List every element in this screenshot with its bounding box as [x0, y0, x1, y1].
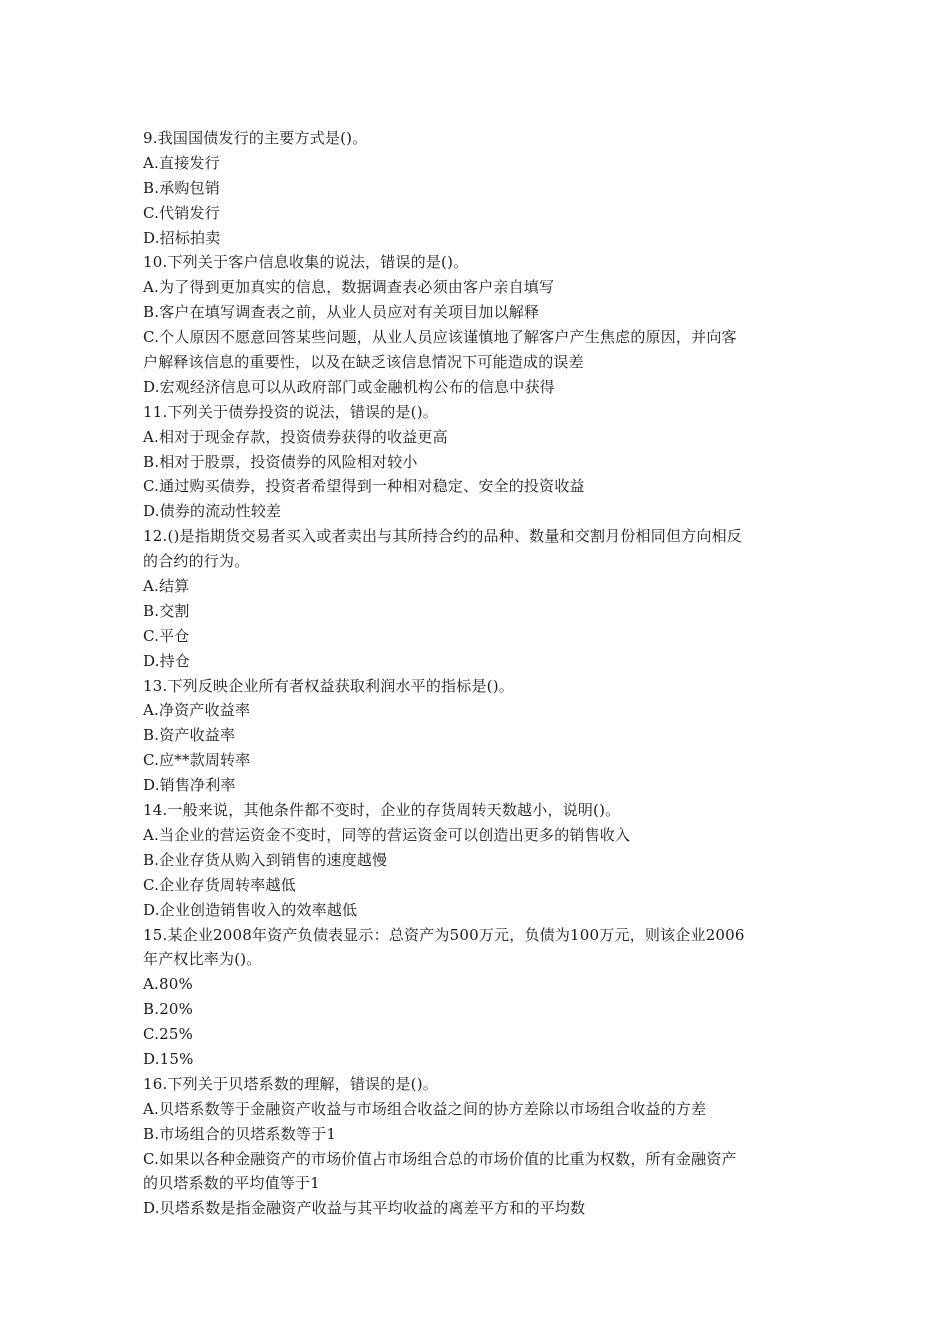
text-line: A.为了得到更加真实的信息，数据调查表必须由客户亲自填写	[143, 278, 555, 297]
text-line: 15.某企业2008年资产负债表显示：总资产为500万元，负债为100万元，则该企业2006	[143, 925, 745, 944]
text-line: D.15%	[143, 1049, 194, 1068]
text-line: B.企业存货从购入到销售的速度越慢	[143, 850, 388, 869]
text-line: C.25%	[143, 1025, 194, 1044]
text-line: B.交割	[143, 601, 190, 620]
text-line: 的贝塔系数的平均值等于1	[143, 1174, 320, 1193]
text-line: 的合约的行为。	[143, 552, 250, 571]
text-line: 14.一般来说，其他条件都不变时，企业的存货周转天数越小，说明()。	[143, 801, 621, 820]
text-line: 9.我国国债发行的主要方式是()。	[143, 129, 368, 147]
text-line: D.债券的流动性较差	[143, 502, 282, 521]
text-line: B.客户在填写调查表之前，从业人员应对有关项目加以解释	[143, 303, 540, 322]
text-line: 12.()是指期货交易者买入或者卖出与其所持合约的品种、数量和交割月份相同但方向相反	[143, 527, 742, 546]
text-line: 11.下列关于债券投资的说法，错误的是()。	[143, 402, 438, 421]
text-line: A.贝塔系数等于金融资产收益与市场组合收益之间的协方差除以市场组合收益的方差	[143, 1099, 707, 1118]
text-line: B.资产收益率	[143, 726, 236, 745]
text-line: D.宏观经济信息可以从政府部门或金融机构公布的信息中获得	[143, 377, 555, 396]
text-line: C.应**款周转率	[143, 751, 251, 770]
text-line: D.销售净利率	[143, 776, 236, 795]
text-line: B.承购包销	[143, 178, 220, 197]
text-line: 13.下列反映企业所有者权益获取利润水平的指标是()。	[143, 676, 514, 695]
text-line: D.企业创造销售收入的效率越低	[143, 900, 358, 919]
text-line: 16.下列关于贝塔系数的理解，错误的是()。	[143, 1074, 438, 1093]
text-line: B.20%	[143, 1000, 194, 1019]
text-line: C.代销发行	[143, 203, 220, 222]
text-line: A.相对于现金存款，投资债券获得的收益更高	[143, 427, 448, 446]
text-line: A.净资产收益率	[143, 701, 251, 720]
text-line: C.企业存货周转率越低	[143, 875, 296, 894]
text-line: 10.下列关于客户信息收集的说法，错误的是()。	[143, 253, 469, 272]
text-line: B.市场组合的贝塔系数等于1	[143, 1124, 337, 1143]
text-line: A.结算	[143, 577, 190, 596]
text-line: A.80%	[143, 975, 193, 994]
text-line: D.招标拍卖	[143, 228, 221, 247]
text-line: 户解释该信息的重要性，以及在缺乏该信息情况下可能造成的误差	[143, 353, 584, 372]
text-line: C.平仓	[143, 626, 190, 645]
text-line: A.直接发行	[143, 153, 220, 172]
document-body	[143, 126, 815, 1221]
text-line: D.贝塔系数是指金融资产收益与其平均收益的离差平方和的平均数	[143, 1199, 586, 1218]
text-line: A.当企业的营运资金不变时，同等的营运资金可以创造出更多的销售收入	[143, 825, 631, 844]
text-line: B.相对于股票，投资债券的风险相对较小	[143, 452, 418, 471]
text-line: D.持仓	[143, 651, 191, 670]
text-line: 年产权比率为()。	[143, 950, 262, 969]
text-line: C.如果以各种金融资产的市场价值占市场组合总的市场价值的比重为权数，所有金融资产	[143, 1149, 737, 1168]
text-line: C.通过购买债券，投资者希望得到一种相对稳定、安全的投资收益	[143, 477, 585, 496]
text-line: C.个人原因不愿意回答某些问题，从业人员应该谨慎地了解客户产生焦虑的原因，并向客	[143, 328, 737, 347]
